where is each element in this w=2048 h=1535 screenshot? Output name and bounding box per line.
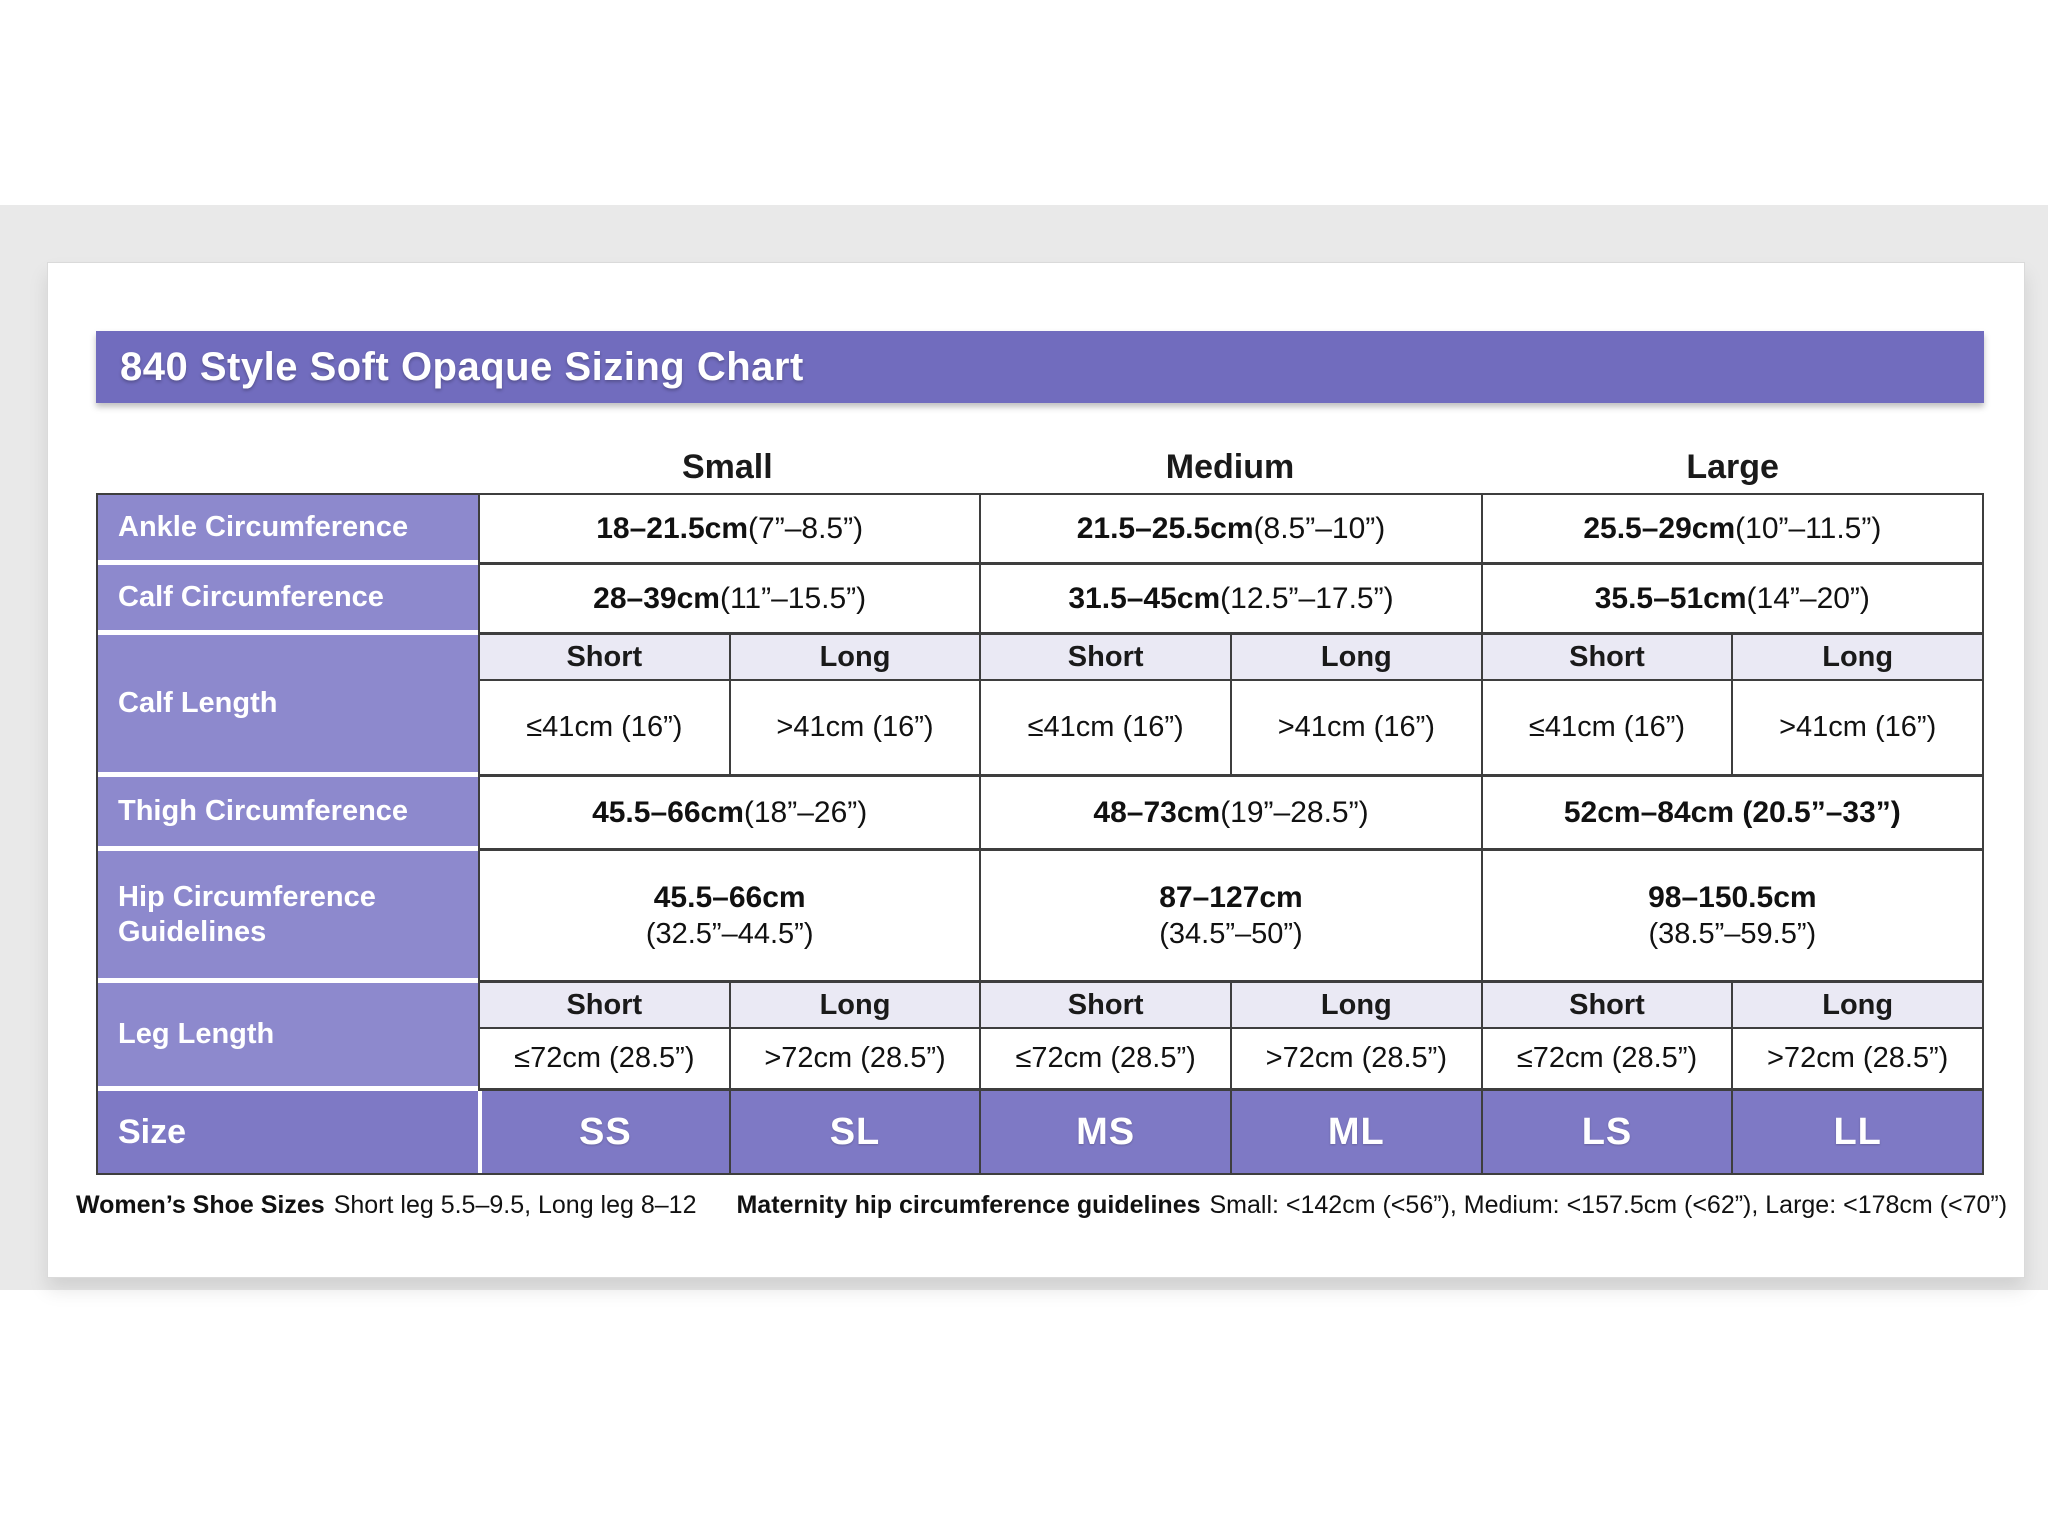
leg-length-medium-long-header: Long	[1230, 983, 1481, 1029]
size-ms: MS	[979, 1091, 1230, 1173]
ankle-large-value	[1481, 495, 1982, 565]
calf-length-medium-short-header: Short	[979, 635, 1230, 681]
calf-length-medium-short-value: ≤41cm (16”)	[979, 681, 1230, 777]
calf-circ-large-cm: 35.5–51cm	[1594, 581, 1747, 615]
row-label-size: Size	[98, 1091, 478, 1173]
ankle-medium-inches: (8.5”–10”)	[1253, 511, 1386, 545]
calf-circ-small-cm: 28–39cm	[593, 581, 720, 615]
row-label-calf-length: Calf Length	[98, 635, 478, 777]
calf-length-medium-long-header: Long	[1230, 635, 1481, 681]
calf-length-small-long-header: Long	[729, 635, 980, 681]
thigh-small-inches: (18”–26”)	[743, 795, 868, 829]
leg-length-small-short-header: Short	[478, 983, 729, 1029]
thigh-large-value	[1481, 777, 1982, 851]
ankle-small-inches: (7”–8.5”)	[748, 511, 864, 545]
size-ll: LL	[1731, 1091, 1982, 1173]
leg-length-medium-short-value: ≤72cm (28.5”)	[979, 1029, 1230, 1091]
column-header-small: Small	[681, 447, 773, 486]
hip-large-inches: (38.5”–59.5”)	[1648, 918, 1817, 951]
leg-length-small-long-header: Long	[729, 983, 980, 1029]
calf-circ-small-value	[478, 565, 979, 635]
calf-length-large-short-header: Short	[1481, 635, 1732, 681]
chart-title: 840 Style Soft Opaque Sizing Chart	[120, 344, 804, 389]
card-content	[48, 263, 2024, 1220]
hip-small-value	[478, 851, 979, 983]
calf-length-small-short-value: ≤41cm (16”)	[478, 681, 729, 777]
calf-length-large-short-value: ≤41cm (16”)	[1481, 681, 1732, 777]
sizing-chart-card	[47, 262, 2025, 1278]
hip-medium-value	[979, 851, 1480, 983]
hip-large-value	[1481, 851, 1982, 983]
calf-length-medium-long-value: >41cm (16”)	[1230, 681, 1481, 777]
leg-length-large-long-header: Long	[1731, 983, 1982, 1029]
size-ss: SS	[478, 1091, 729, 1173]
ankle-large-cm: 25.5–29cm	[1583, 511, 1736, 545]
calf-length-large-long-header: Long	[1731, 635, 1982, 681]
calf-length-large-long-value: >41cm (16”)	[1731, 681, 1982, 777]
size-sl: SL	[729, 1091, 980, 1173]
leg-length-small-short-value: ≤72cm (28.5”)	[478, 1029, 729, 1091]
calf-circ-large-value	[1481, 565, 1982, 635]
ankle-medium-value	[979, 495, 1480, 565]
row-label-ankle-circumference: Ankle Circumference	[98, 495, 478, 565]
ankle-small-value	[478, 495, 979, 565]
chart-title-bar	[96, 331, 1984, 403]
sizing-table	[96, 493, 1984, 1175]
calf-circ-medium-value	[979, 565, 1480, 635]
calf-length-small-short-header: Short	[478, 635, 729, 681]
leg-length-large-short-value: ≤72cm (28.5”)	[1481, 1029, 1732, 1091]
ankle-large-inches: (10”–11.5”)	[1735, 511, 1882, 545]
hip-medium-inches: (34.5”–50”)	[1159, 918, 1303, 951]
calf-circ-medium-cm: 31.5–45cm	[1068, 581, 1221, 615]
hip-small-cm: 45.5–66cm	[653, 880, 806, 914]
ankle-small-cm: 18–21.5cm	[596, 511, 749, 545]
maternity-guidelines-text: Small: <142cm (<56”), Medium: <157.5cm (<62”), Large: <178cm (<70”)	[1209, 1191, 2008, 1219]
row-label-calf-circumference: Calf Circumference	[98, 565, 478, 635]
hip-medium-cm: 87–127cm	[1159, 880, 1303, 914]
leg-length-medium-short-header: Short	[979, 983, 1230, 1029]
calf-length-small-long-value: >41cm (16”)	[729, 681, 980, 777]
maternity-guidelines-label: Maternity hip circumference guidelines	[736, 1191, 1201, 1219]
row-label-thigh-circumference: Thigh Circumference	[98, 777, 478, 851]
column-header-medium: Medium	[1165, 447, 1295, 486]
footnotes	[76, 1191, 2006, 1220]
size-column-headers	[96, 441, 1984, 493]
thigh-small-cm: 45.5–66cm	[592, 795, 744, 829]
shoe-sizes-label: Women’s Shoe Sizes	[76, 1191, 325, 1219]
size-ml: ML	[1230, 1091, 1481, 1173]
hip-small-inches: (32.5”–44.5”)	[645, 918, 814, 951]
column-header-large: Large	[1686, 447, 1779, 486]
leg-length-large-long-value: >72cm (28.5”)	[1731, 1029, 1982, 1091]
calf-circ-small-inches: (11”–15.5”)	[719, 581, 867, 615]
leg-length-large-short-header: Short	[1481, 983, 1732, 1029]
thigh-medium-cm: 48–73cm	[1093, 795, 1221, 829]
hip-large-cm: 98–150.5cm	[1648, 880, 1817, 914]
thigh-medium-inches: (19”–28.5”)	[1220, 795, 1369, 829]
row-label-leg-length: Leg Length	[98, 983, 478, 1091]
thigh-large-cm: 52cm–84cm (20.5”–33”)	[1563, 795, 1901, 829]
row-label-hip-circumference-guidelines: Hip Circumference Guidelines	[98, 851, 478, 983]
leg-length-small-long-value: >72cm (28.5”)	[729, 1029, 980, 1091]
calf-circ-large-inches: (14”–20”)	[1746, 581, 1870, 615]
ankle-medium-cm: 21.5–25.5cm	[1076, 511, 1254, 545]
calf-circ-medium-inches: (12.5”–17.5”)	[1220, 581, 1394, 615]
thigh-medium-value	[979, 777, 1480, 851]
thigh-small-value	[478, 777, 979, 851]
size-ls: LS	[1481, 1091, 1732, 1173]
shoe-sizes-text: Short leg 5.5–9.5, Long leg 8–12	[333, 1191, 697, 1219]
leg-length-medium-long-value: >72cm (28.5”)	[1230, 1029, 1481, 1091]
